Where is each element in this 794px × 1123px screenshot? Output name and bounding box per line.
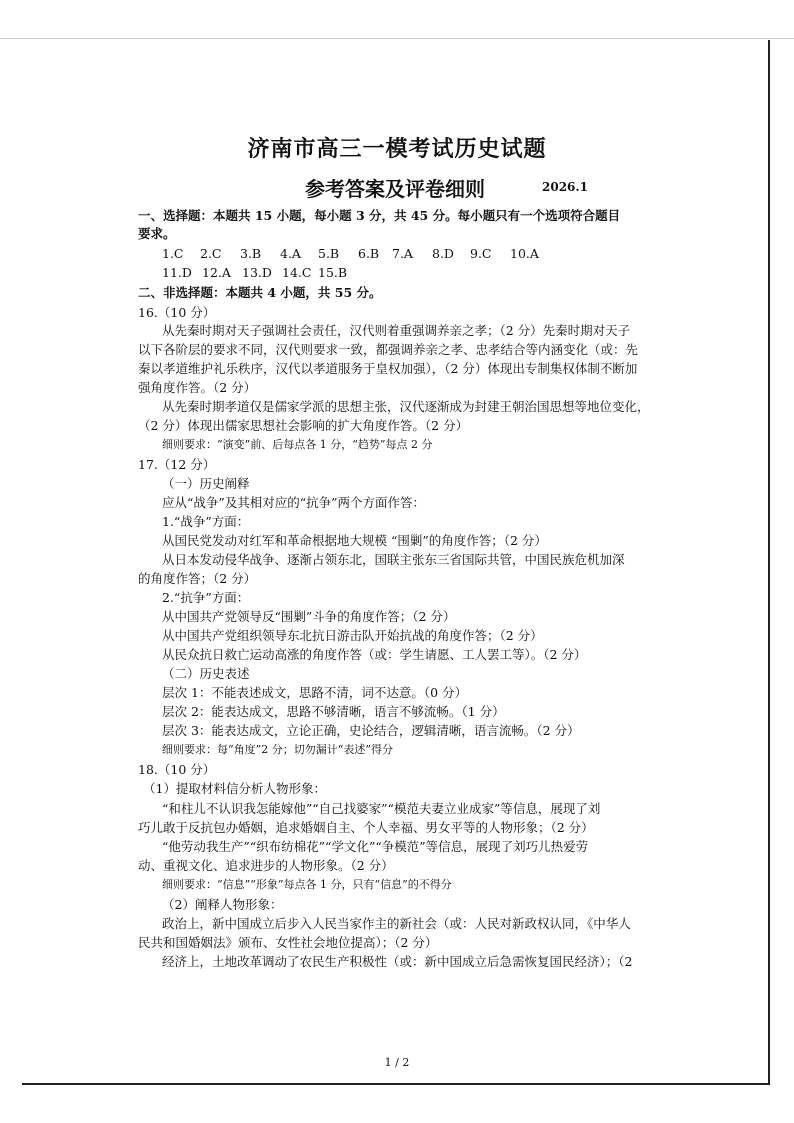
document-title: 济南市高三一模考试历史试题 [247, 136, 547, 162]
document-subtitle: 参考答案及评卷细则 [305, 177, 485, 201]
question-17-header: 17.（12 分） [138, 457, 216, 472]
answer-item: 5.B [318, 246, 340, 261]
body-line: 动、重视文化、追求进步的人物形象。（2 分） [138, 858, 394, 873]
answer-item: 14.C [282, 265, 312, 280]
answer-item: 10.A [510, 246, 539, 261]
body-line: 民共和国婚姻法》颁布、女性社会地位提高）；（2 分） [138, 935, 438, 950]
answer-item: 3.B [240, 246, 262, 261]
body-line: 经济上，土地改革调动了农民生产积极性（或：新中国成立后急需恢复国民经济）；（2 [162, 954, 633, 969]
scan-bottom-border [22, 1083, 770, 1085]
question-16-header: 16.（10 分） [138, 305, 216, 320]
body-line: “和柱儿不认识我怎能嫁他”“自己找婆家”“模范夫妻立业成家”等信息，展现了刘 [162, 801, 601, 816]
body-line: 从国民党发动对红军和革命根据地大规模 “围剿”的角度作答；（2 分） [162, 533, 547, 548]
body-line: （2 分）体现出儒家思想社会影响的扩大角度作答。（2 分） [138, 418, 469, 433]
body-line: 层次 2：能表达成文，思路不够清晰，语言不够流畅。（1 分） [162, 704, 505, 719]
answer-item: 13.D [242, 265, 272, 280]
body-line: 从民众抗日救亡运动高涨的角度作答（或：学生请愿、工人罢工等）。（2 分） [162, 647, 587, 662]
page-number: 1 / 2 [384, 1056, 410, 1069]
answer-item: 7.A [392, 246, 413, 261]
answer-item: 15.B [318, 265, 348, 280]
scoring-note: 细则要求：“演变”前、后每点各 1 分，“趋势”每点 2 分 [162, 438, 433, 451]
subsection-heading: （1）提取材料信分析人物形象： [143, 781, 326, 796]
scan-right-border [768, 40, 770, 1083]
body-line: 从中国共产党组织领导东北抗日游击队开始抗战的角度作答；（2 分） [162, 628, 543, 643]
body-line: 从中国共产党领导反“围剿”斗争的角度作答；（2 分） [162, 609, 456, 624]
body-line: 秦以孝道维护礼乐秩序，汉代以孝道服务于皇权加强），（2 分）体现出专制集权体制不断加 [138, 361, 638, 376]
body-line: 强角度作答。（2 分） [138, 380, 257, 395]
scoring-note: 细则要求：“信息”“形象”每点各 1 分，只有“信息”的不得分 [162, 878, 452, 891]
section1-heading-cont: 要求。 [138, 226, 176, 241]
body-line: 巧儿敢于反抗包办婚姻，追求婚姻自主、个人幸福、男女平等的人物形象；（2 分） [138, 820, 594, 835]
body-line: 2.“抗争”方面： [162, 590, 250, 605]
subsection-heading: （二）历史表述 [162, 666, 250, 681]
answer-item: 2.C [200, 246, 222, 261]
section2-heading: 二、非选择题：本题共 4 小题，共 55 分。 [138, 285, 382, 300]
answer-item: 12.A [202, 265, 231, 280]
answer-item: 9.C [470, 246, 492, 261]
section1-heading: 一、选择题：本题共 15 小题，每小题 3 分，共 45 分。每小题只有一个选项符合题目 [138, 208, 621, 223]
answer-item: 1.C [162, 246, 184, 261]
body-line: 以下各阶层的要求不同，汉代则要求一致，都强调养亲之孝、忠孝结合等内涵变化（或：先 [138, 342, 639, 357]
answer-item: 11.D [162, 265, 192, 280]
body-line: 1.“战争”方面： [162, 514, 250, 529]
subsection-heading: （2）阐释人物形象： [162, 897, 283, 912]
body-line: 层次 1：不能表述成文，思路不清，词不达意。（0 分） [162, 685, 468, 700]
body-line: 层次 3：能表达成文，立论正确，史论结合，逻辑清晰，语言流畅。（2 分） [162, 723, 580, 738]
body-line: 的角度作答；（2 分） [138, 571, 257, 586]
scan-top-edge [0, 38, 794, 39]
answer-item: 8.D [432, 246, 454, 261]
body-line: 从先秦时期对天子强调社会责任，汉代则着重强调养亲之孝；（2 分）先秦时期对天子 [162, 323, 631, 338]
document-date: 2026.1 [542, 180, 588, 194]
subsection-heading: （一）历史阐释 [162, 476, 250, 491]
body-line: 应从“战争”及其相对应的“抗争”两个方面作答： [162, 495, 426, 510]
question-18-header: 18.（10 分） [138, 762, 216, 777]
answer-item: 4.A [280, 246, 301, 261]
body-line: 政治上，新中国成立后步入人民当家作主的新社会（或：人民对新政权认同，《中华人 [162, 916, 631, 931]
body-line: 从先秦时期孝道仅是儒家学派的思想主张，汉代逐渐成为封建王朝治国思想等地位变化， [162, 399, 650, 414]
body-line: “他劳动我生产”“织布纺棉花”“学文化”“争模范”等信息，展现了刘巧儿热爱劳 [162, 839, 589, 854]
scoring-note: 细则要求：每“角度”2 分；切勿漏计“表述”得分 [162, 743, 393, 756]
answer-item: 6.B [358, 246, 380, 261]
body-line: 从日本发动侵华战争、逐渐占领东北，国联主张东三省国际共管，中国民族危机加深 [162, 552, 625, 567]
